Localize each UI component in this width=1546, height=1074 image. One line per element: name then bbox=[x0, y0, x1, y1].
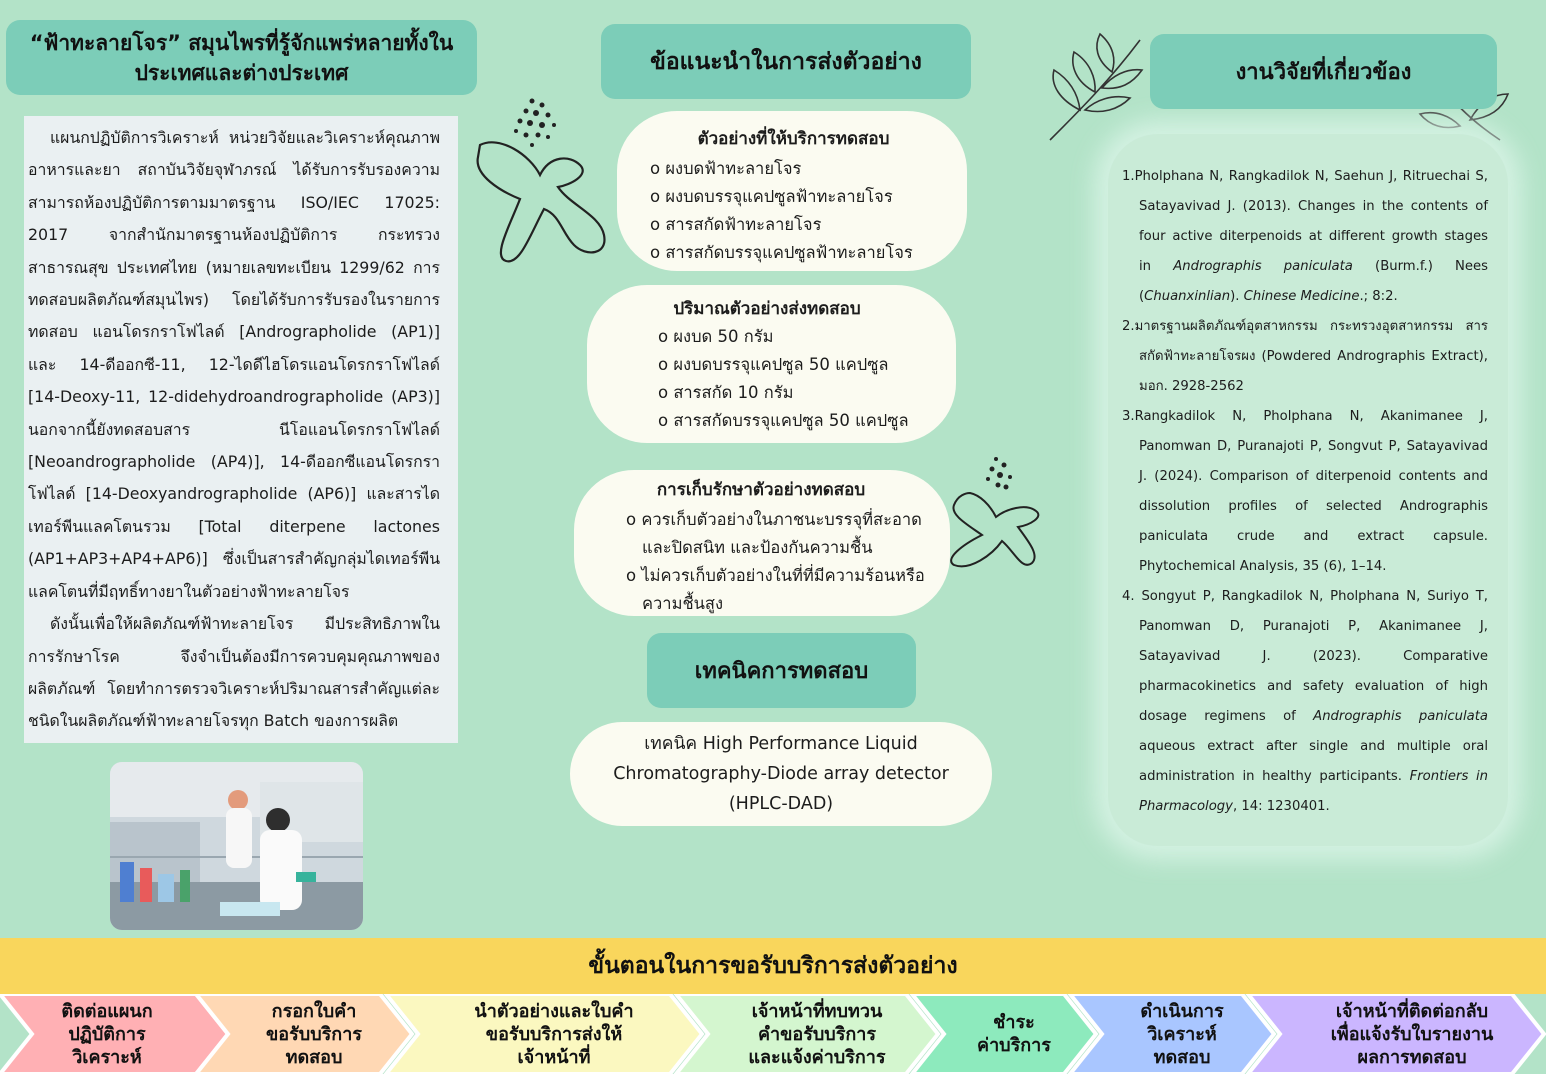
step-arrow-notch bbox=[0, 1006, 12, 1062]
step-label bbox=[14, 994, 200, 1074]
step-label-line: เจ้าหน้าที่ทบทวน bbox=[751, 1000, 883, 1022]
technique-line: เทคนิค High Performance Liquid bbox=[644, 734, 918, 754]
samples-bubble bbox=[617, 111, 967, 271]
step-label-line: ทดสอบ bbox=[1153, 1046, 1211, 1068]
samples-list bbox=[650, 155, 957, 267]
step-label-line: ปฏิบัติการ bbox=[68, 1023, 146, 1045]
technique-line: Chromatography-Diode array detector bbox=[613, 764, 949, 784]
reference-list bbox=[1122, 162, 1488, 822]
step-label-line: วิเคราะห์ bbox=[72, 1046, 142, 1068]
step-label-line: ขอรับบริการส่งให้ bbox=[485, 1023, 623, 1045]
step-label bbox=[1104, 994, 1260, 1074]
step-label bbox=[230, 994, 398, 1074]
step-label-line: ติดต่อแผนก bbox=[61, 1000, 153, 1022]
step-label-line: และแจ้งค่าบริการ bbox=[748, 1046, 886, 1068]
list-item: o ผงบดบรรจุแคปซูลฟ้าทะลายโจร bbox=[650, 183, 957, 211]
list-item: o สารสกัดฟ้าทะลายโจร bbox=[650, 211, 957, 239]
reference-4: 4. Songyut P, Rangkadilok N, Pholphana N, Suriyo T, Panomwan D, Puranajoti P, Akanimanee J, Satayavivad J. (2023). Comparative pharmacokinetics and safety evaluation of high dosage regimens of Andrographis paniculata aqueous extract after single and multiple oral administration in healthy participants. Frontiers in Pharmacology, 14: 1230401. bbox=[1122, 589, 1489, 814]
step-label-line: ดำเนินการ bbox=[1140, 1000, 1224, 1022]
technique-bubble bbox=[570, 722, 992, 826]
advice-title: ข้อแนะนำในการส่งตัวอย่าง bbox=[601, 24, 971, 99]
steps-title: ขั้นตอนในการขอรับบริการส่งตัวอย่าง bbox=[0, 938, 1546, 994]
step-label-line: ชำระ bbox=[993, 1012, 1035, 1033]
storage-heading: การเก็บรักษาตัวอย่างทดสอบ bbox=[656, 480, 866, 500]
quantity-heading: ปริมาณตัวอย่างส่งทดสอบ bbox=[673, 299, 861, 319]
step-label-line: ขอรับบริการ bbox=[266, 1023, 362, 1045]
step-label bbox=[710, 994, 924, 1074]
step-label-line: ทดสอบ bbox=[285, 1046, 343, 1068]
step-label bbox=[946, 994, 1082, 1074]
technique-line: (HPLC-DAD) bbox=[728, 794, 834, 814]
intro-paragraph-2: ดังนั้นเพื่อให้ผลิตภัณฑ์ฟ้าทะลายโจร มีประสิทธิภาพในการรักษาโรค จึงจำเป็นต้องมีการควบคุมคุณภาพของผลิตภัณฑ์ โดยทำการตรวจวิเคราะห์ปริมาณสารสำคัญแต่ละชนิดในผลิตภัณฑ์ฟ้าทะลายโจรทุก Batch ของการผลิต bbox=[28, 614, 440, 731]
list-item: o สารสกัดบรรจุแคปซูล 50 แคปซูล bbox=[658, 407, 946, 435]
step-label-line: คำขอรับบริการ bbox=[757, 1023, 877, 1045]
reference-3: 3.Rangkadilok N, Pholphana N, Akanimanee J, Panomwan D, Puranajoti P, Songvut P, Satayavivad J. (2024). Comparison of diterpenoid contents and dissolution profiles of selected Andrographis paniculata crude and extract capsule. Phytochemical Analysis, 35 (6), 1–14. bbox=[1122, 409, 1488, 574]
step-label-line: เจ้าหน้าที่ติดต่อกลับ bbox=[1335, 1000, 1489, 1022]
intro-paragraph-1: แผนกปฏิบัติการวิเคราะห์ หน่วยวิจัยและวิเคราะห์คุณภาพอาหารและยา สถาบันวิจัยจุฬาภรณ์ ได้รับการรับรองความสามารถห้องปฏิบัติการตามมาตรฐาน ISO/IEC 17025: 2017 จากสำนักมาตรฐานห้องปฏิบัติการ กระทรวงสาธารณสุข ประเทศไทย (หมายเลขทะเบียน 1299/62 การทดสอบผลิตภัณฑ์สมุนไพร) โดยได้รับการรับรองในรายการทดสอบ แอนโดรกราโฟไลด์ [Andrographolide (AP1)] และ 14-ดีออกซี-11, 12-ไดดีไฮโดรแอนโดรกราโฟไลด์ [14-Deoxy-11, 12-didehydroandrographolide (AP3)] นอกจากนี้ยังทดสอบสาร นีโอแอนโดรกราโฟไลด์ [Neoandrographolide (AP4)], 14-ดีออกซีแอนโดรกราโฟไลด์ [14-Deoxyandrographolide (AP6)] และสารไดเทอร์พีนแลคโตนรวม [Total diterpene lactones (AP1+AP3+AP4+AP6)] ซึ่งเป็นสารสำคัญกลุ่มไดเทอร์พีนแลคโตนที่มีฤทธิ์ทางยาในตัวอย่างฟ้าทะลายโจร bbox=[28, 128, 440, 601]
list-item: o สารสกัดบรรจุแคปซูลฟ้าทะลายโจร bbox=[650, 239, 957, 267]
decorative-doodle-left bbox=[470, 95, 620, 265]
step-label-line: เพื่อแจ้งรับใบรายงาน bbox=[1330, 1023, 1494, 1045]
step-label-line: ค่าบริการ bbox=[977, 1035, 1051, 1056]
list-item: o ผงบดฟ้าทะลายโจร bbox=[650, 155, 957, 183]
list-item: o ควรเก็บตัวอย่างในภาชนะบรรจุที่สะอาดและปิดสนิท และป้องกันความชื้น bbox=[626, 506, 936, 562]
samples-heading: ตัวอย่างที่ให้บริการทดสอบ bbox=[697, 129, 890, 149]
step-label bbox=[1282, 994, 1542, 1074]
reference-2: 2.มาตรฐานผลิตภัณฑ์อุตสาหกรรม กระทรวงอุตสาหกรรม สารสกัดฟ้าทะลายโจรผง (Powdered Andrographis Extract), มอก. 2928-2562 bbox=[1122, 319, 1488, 394]
step-label-line: ผลการทดสอบ bbox=[1357, 1046, 1467, 1068]
step-label-line: วิเคราะห์ bbox=[1147, 1023, 1217, 1045]
storage-bubble bbox=[574, 470, 950, 616]
lab-photo bbox=[110, 762, 363, 930]
list-item: o ผงบดบรรจุแคปซูล 50 แคปซูล bbox=[658, 351, 946, 379]
page-title: “ฟ้าทะลายโจร” สมุนไพรที่รู้จักแพร่หลายทั้งในประเทศและต่างประเทศ bbox=[6, 20, 477, 95]
quantity-list bbox=[658, 323, 946, 435]
research-title: งานวิจัยที่เกี่ยวข้อง bbox=[1150, 34, 1497, 109]
intro-text bbox=[24, 116, 458, 743]
list-item: o ไม่ควรเก็บตัวอย่างในที่ที่มีความร้อนหรือความชื้นสูง bbox=[626, 562, 936, 618]
step-label-line: เจ้าหน้าที่ bbox=[517, 1046, 591, 1068]
quantity-bubble bbox=[587, 285, 956, 443]
list-item: o ผงบด 50 กรัม bbox=[658, 323, 946, 351]
step-label-line: กรอกใบคำ bbox=[271, 1000, 357, 1022]
step-label-line: นำตัวอย่างและใบคำ bbox=[474, 1000, 634, 1022]
list-item: o สารสกัด 10 กรัม bbox=[658, 379, 946, 407]
step-label bbox=[420, 994, 688, 1074]
technique-title: เทคนิคการทดสอบ bbox=[647, 633, 916, 708]
reference-1: 1.Pholphana N, Rangkadilok N, Saehun J, Ritruechai S, Satayavivad J. (2013). Changes in the contents of four active diterpenoids at different growth stages in Andrographis paniculata (Burm.f.) Nees (Chuanxinlian). Chinese Medicine.; 8:2. bbox=[1122, 169, 1489, 304]
decorative-doodle-right bbox=[940, 455, 1050, 575]
storage-list bbox=[626, 506, 936, 618]
